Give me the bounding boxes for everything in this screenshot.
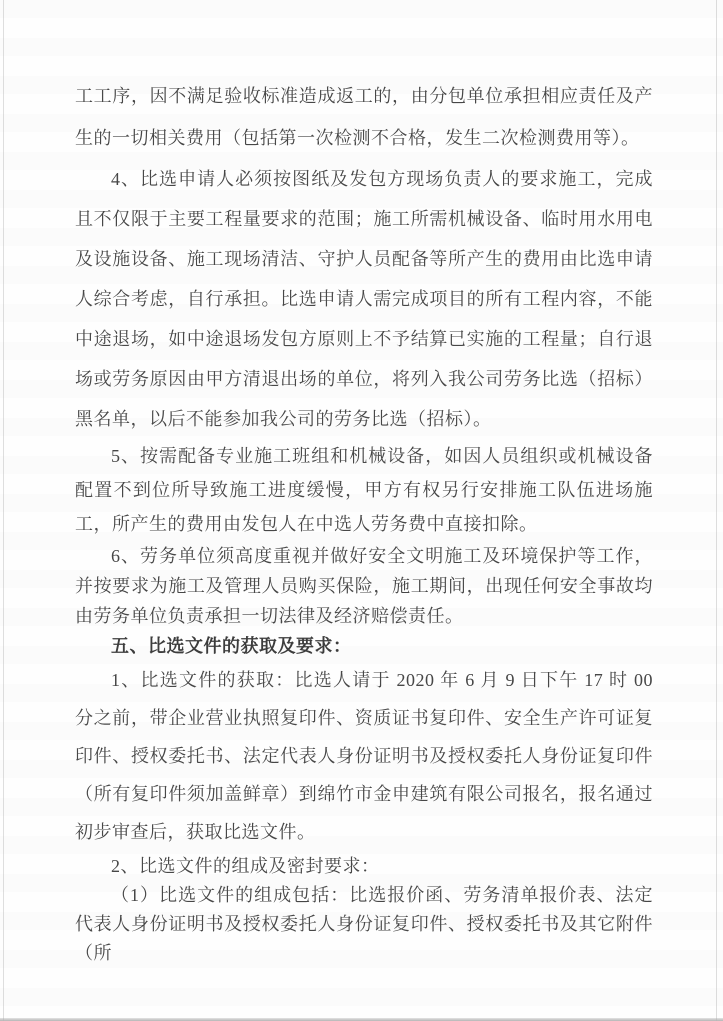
scan-artifact-right-edge	[716, 0, 717, 1021]
paragraph-section5-item2: 2、比选文件的组成及密封要求：	[111, 856, 380, 876]
document-text-block	[75, 75, 653, 968]
scan-artifact-left-edge	[3, 0, 4, 1021]
paragraph-clause-6: 6、劳务单位须高度重视并做好安全文明施工及环境保护等工作，并按要求为施工及管理人员购买保险，施工期间，出现任何安全事故均由劳务单位负责承担一切法律及经济赔偿责任。	[75, 546, 653, 626]
paragraph-section5-item1: 1、比选文件的获取：比选人请于 2020 年 6 月 9 日下午 17 时 00 分之前，带企业营业执照复印件、资质证书复印件、安全生产许可证复印件、授权委托书、法定代表人身份证明书及授权委托人身份证复印件（所有复印件须加盖鲜章）到绵竹市金申建筑有限公司报名，报名通过初步审查后，获取比选文件。	[75, 670, 653, 842]
paragraph-clause-5: 5、按需配备专业施工班组和机械设备，如因人员组织或机械设备配置不到位所导致施工进度缓慢，甲方有权另行安排施工队伍进场施工，所产生的费用由发包人在中选人劳务费中直接扣除。	[75, 446, 653, 534]
paragraph-section5-item2-sub1: （1）比选文件的组成包括：比选报价函、劳务清单报价表、法定代表人身份证明书及授权委托人身份证复印件、授权委托书及其它附件（所	[75, 885, 653, 963]
paragraph-clause-4: 4、比选申请人必须按图纸及发包方现场负责人的要求施工，完成且不仅限于主要工程量要求的范围；施工所需机械设备、临时用水用电及设施设备、施工现场清洁、守护人员配备等所产生的费用由比选申请人综合考虑，自行承担。比选申请人需完成项目的所有工程内容，不能中途退场，如中途退场发包方原则上不予结算已实施的工程量；自行退场或劳务原因由甲方清退出场的单位，将列入我公司劳务比选（招标）黑名单，以后不能参加我公司的劳务比选（招标）。	[75, 169, 653, 429]
paragraph-continuation: 工工序，因不满足验收标准造成返工的，由分包单位承担相应责任及产生的一切相关费用（包括第一次检测不合格，发生二次检测费用等）。	[75, 86, 653, 148]
section-5-heading: 五、比选文件的获取及要求：	[111, 636, 352, 656]
